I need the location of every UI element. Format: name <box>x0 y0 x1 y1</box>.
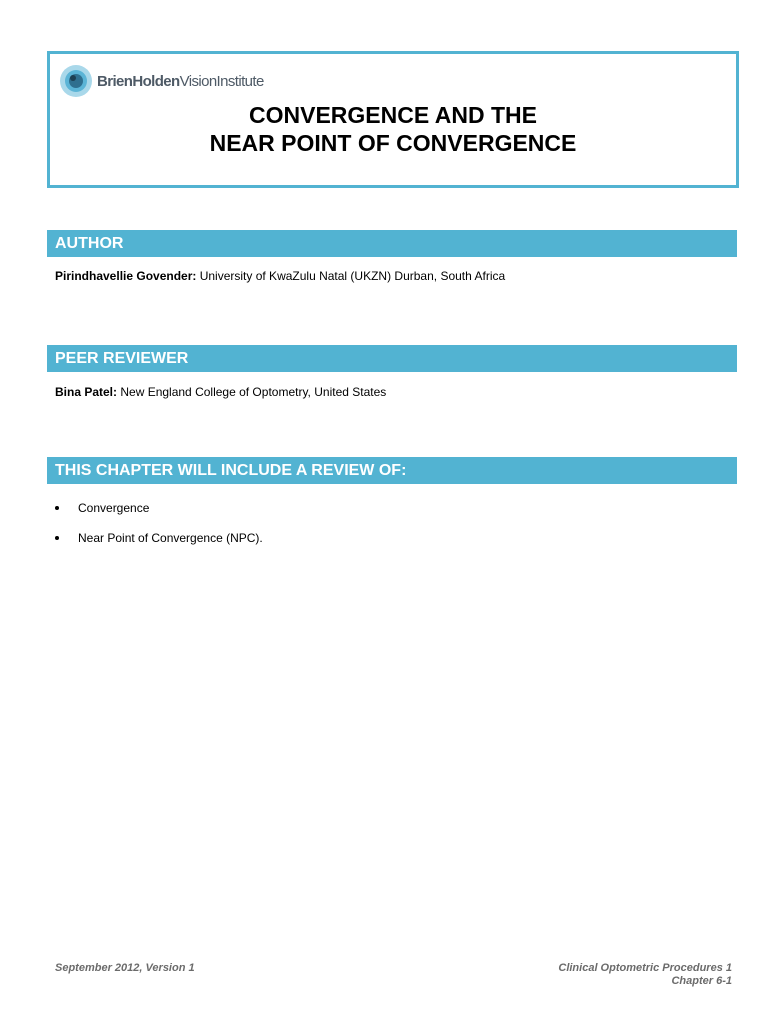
title-line-2: NEAR POINT OF CONVERGENCE <box>209 130 577 156</box>
list-item-text: Convergence <box>78 501 150 515</box>
list-item <box>55 530 263 560</box>
chapter-heading: THIS CHAPTER WILL INCLUDE A REVIEW OF: <box>47 457 737 484</box>
title-box <box>47 51 739 188</box>
logo-text-part1: BrienHolden <box>97 72 180 90</box>
title-line-1: CONVERGENCE AND THE <box>249 102 537 128</box>
reviewer-heading: PEER REVIEWER <box>47 345 737 372</box>
reviewer-affiliation: New England College of Optometry, United States <box>117 385 387 399</box>
author-line <box>55 268 505 284</box>
reviewer-line <box>55 384 386 400</box>
logo-text-part2: VisionInstitute <box>179 72 264 90</box>
page-title <box>50 101 736 157</box>
footer-chapter-info <box>558 962 732 988</box>
footer-chapter: Chapter 6-1 <box>671 975 732 987</box>
bullet-icon <box>55 506 59 510</box>
chapter-topics-list <box>55 500 263 560</box>
logo <box>59 64 264 98</box>
author-heading: AUTHOR <box>47 230 737 257</box>
author-name: Pirindhavellie Govender: <box>55 269 197 283</box>
reviewer-name: Bina Patel: <box>55 385 118 399</box>
footer-course: Clinical Optometric Procedures 1 <box>558 962 732 974</box>
logo-text <box>97 73 264 90</box>
list-item-text: Near Point of Convergence (NPC). <box>78 531 263 545</box>
eye-icon <box>59 64 93 98</box>
list-item <box>55 500 263 530</box>
bullet-icon <box>55 536 59 540</box>
footer-date: September 2012, Version 1 <box>55 962 195 974</box>
author-affiliation: University of KwaZulu Natal (UKZN) Durban, South Africa <box>196 269 506 283</box>
